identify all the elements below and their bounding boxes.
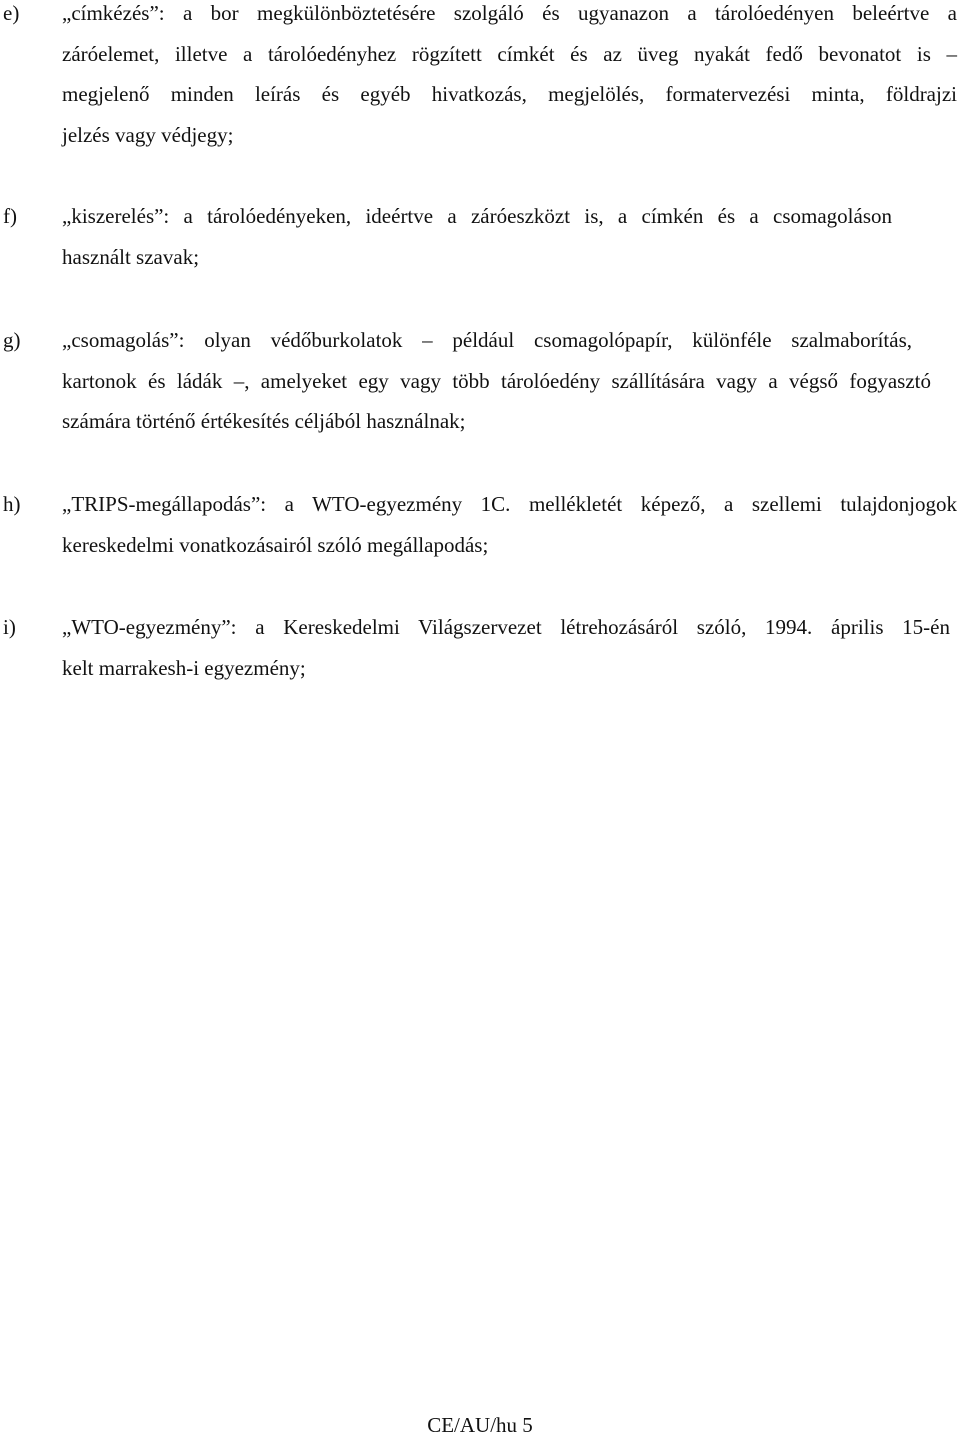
text-line: „címkézés”: a bor megkülönböztetésére szolgáló és ugyanazon a tárolóedényen beleértve a — [62, 1, 957, 25]
item-label: f) — [3, 204, 17, 228]
item-label: e) — [3, 1, 20, 25]
definition-text — [62, 320, 931, 442]
text-line: számára történő értékesítés céljából használnak; — [62, 409, 466, 433]
text-line: „WTO-egyezmény”: a Kereskedelmi Világszervezet létrehozásáról szóló, 1994. április 15-én — [62, 615, 950, 639]
text-line: megjelenő minden leírás és egyéb hivatkozás, megjelölés, formatervezési minta, földrajzi — [62, 82, 957, 106]
text-line: kereskedelmi vonatkozásairól szóló megállapodás; — [62, 532, 489, 557]
item-label: h) — [3, 492, 21, 516]
text-line: „TRIPS-megállapodás”: a WTO-egyezmény 1C. mellékletét képező, a szellemi tulajdonjogok — [62, 492, 957, 516]
text-line: „kiszerelés”: a tárolóedényeken, ideértve a záróeszközt is, a címkén és a csomagoláson — [62, 204, 892, 228]
text-line: kartonok és ládák –, amelyeket egy vagy több tárolóedény szállítására vagy a végső fogyasztó — [62, 368, 931, 393]
definition-text — [62, 196, 892, 277]
definition-text — [62, 607, 950, 688]
text-line: jelzés vagy védjegy; — [62, 122, 234, 147]
item-label: i) — [3, 615, 16, 639]
text-line: kelt marrakesh-i egyezmény; — [62, 655, 306, 680]
definition-text — [62, 0, 957, 155]
item-label: g) — [3, 328, 21, 352]
page-number-label: CE/AU/hu 5 — [427, 1413, 533, 1437]
text-line: „csomagolás”: olyan védőburkolatok – például csomagolópapír, különféle szalmaborítás, — [62, 328, 912, 352]
definition-text — [62, 484, 957, 565]
page-footer — [0, 1410, 960, 1440]
text-line: záróelemet, illetve a tárolóedényhez rögzített címkét és az üveg nyakát fedő bevonatot is – — [62, 41, 957, 66]
text-line: használt szavak; — [62, 244, 200, 269]
